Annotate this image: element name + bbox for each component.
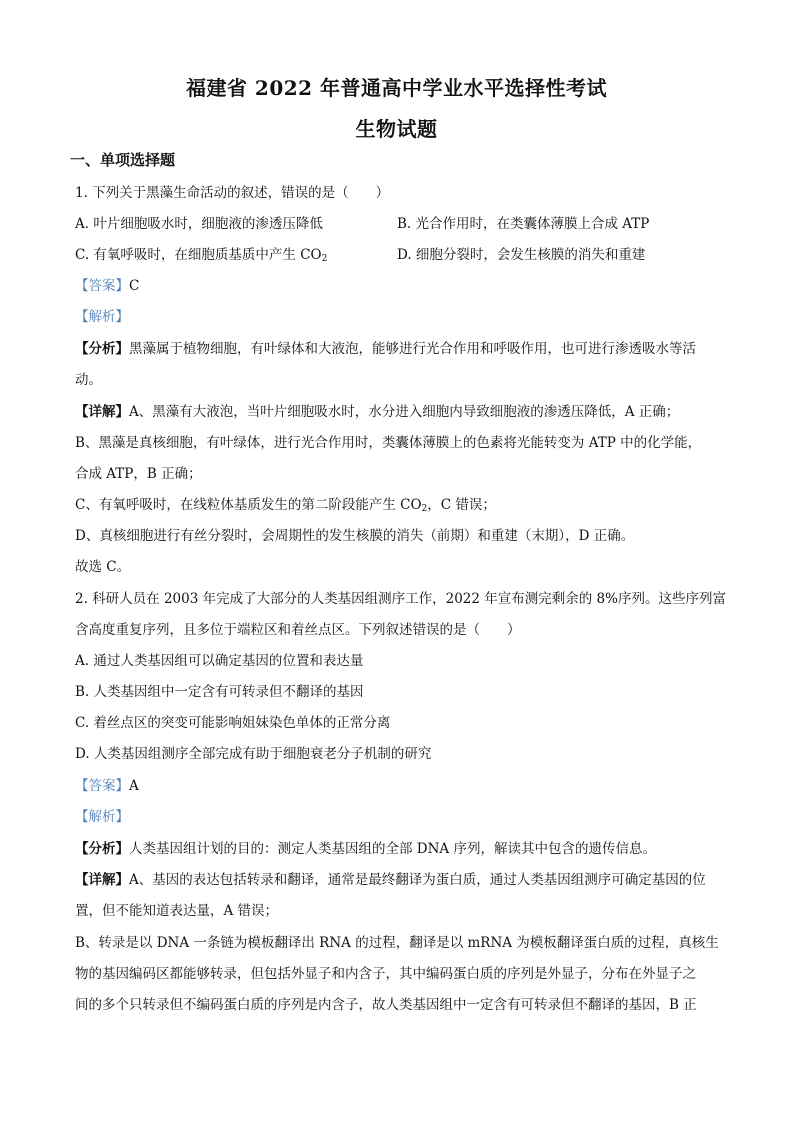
question-2-option-d: D. 人类基因组测序全部完成有助于细胞衰老分子机制的研究 (75, 746, 432, 762)
question-1-option-b: B. 光合作用时，在类囊体薄膜上合成 ATP (397, 216, 650, 232)
page-title: 福建省 2022 年普通高中学业水平选择性考试 (185, 76, 608, 100)
question-2-fenxi (75, 840, 656, 858)
question-1-stem: 1. 下列关于黑藻生命活动的叙述，错误的是（ ） (75, 185, 390, 201)
question-2-xiangjie-b-cont: 物的基因编码区都能够转录，但包括外显子和内含子，其中编码蛋白质的序列是外显子，分布在外显子之 (75, 966, 696, 982)
question-1-option-d: D. 细胞分裂时，会发生核膜的消失和重建 (397, 247, 646, 263)
question-1-fenxi-cont: 动。 (75, 372, 102, 388)
question-2-xiangjie (75, 871, 706, 889)
question-1-xiangjie-b: B、黑藻是真核细胞，有叶绿体，进行光合作用时，类囊体薄膜上的色素将光能转变为 ATP 中的化学能， (75, 435, 702, 451)
question-1-xiangjie-b-cont: 合成 ATP，B 正确； (75, 466, 202, 482)
xiangjie-c-text: C、有氧呼吸时，在线粒体基质发生的第二阶段能产生 CO (75, 497, 422, 513)
answer-label: 【答案】 (75, 278, 129, 294)
question-2-option-b: B. 人类基因组中一定含有可转录但不翻译的基因 (75, 684, 364, 700)
question-1-option-c (75, 246, 327, 264)
question-2-answer (75, 777, 139, 795)
question-2-xiangjie-a-cont: 置，但不能知道表达量，A 错误； (75, 903, 279, 919)
question-1-analysis-label: 【解析】 (75, 309, 129, 325)
page-subtitle: 生物试题 (355, 117, 438, 141)
fenxi-text: 人类基因组计划的目的：测定人类基因组的全部 DNA 序列，解读其中包含的遗传信息。 (129, 841, 656, 857)
question-1-answer (75, 277, 139, 295)
question-1-fenxi (75, 340, 696, 358)
question-2-xiangjie-b: B、转录是以 DNA 一条链为模板翻译出 RNA 的过程，翻译是以 mRNA 为模板翻译蛋白质的过程，真核生 (75, 935, 719, 951)
question-2-option-a: A. 通过人类基因组可以确定基因的位置和表达量 (75, 653, 364, 669)
answer-value: C (129, 278, 140, 294)
subscript: 2 (421, 504, 428, 514)
question-2-analysis-label: 【解析】 (75, 809, 129, 825)
fenxi-label: 【分析】 (75, 341, 129, 357)
question-1-xiangjie (75, 403, 679, 421)
question-1-xiangjie-c (75, 496, 496, 514)
answer-label: 【答案】 (75, 778, 129, 794)
answer-value: A (129, 778, 139, 794)
question-1-option-a: A. 叶片细胞吸水时，细胞液的渗透压降低 (75, 216, 323, 232)
fenxi-text: 黑藻属于植物细胞，有叶绿体和大液泡，能够进行光合作用和呼吸作用，也可进行渗透吸水等活 (129, 341, 696, 357)
xiangjie-a: A、黑藻有大液泡，当叶片细胞吸水时，水分进入细胞内导致细胞液的渗透压降低，A 正确； (129, 404, 680, 420)
section-heading: 一、单项选择题 (70, 151, 176, 169)
option-c-text: C. 有氧呼吸时，在细胞质基质中产生 CO (75, 247, 322, 263)
question-1-xiangjie-d: D、真核细胞进行有丝分裂时，会周期性的发生核膜的消失（前期）和重建（末期），D 正确。 (75, 528, 635, 544)
question-2-stem: 2. 科研人员在 2003 年完成了大部分的人类基因组测序工作，2022 年宣布测完剩余的 8%序列。这些序列富 (75, 591, 726, 607)
fenxi-label: 【分析】 (75, 841, 129, 857)
question-1-conclusion: 故选 C。 (75, 559, 131, 575)
xiangjie-label: 【详解】 (75, 404, 129, 420)
subscript: 2 (321, 254, 328, 264)
xiangjie-label: 【详解】 (75, 872, 129, 888)
xiangjie-a: A、基因的表达包括转录和翻译，通常是最终翻译为蛋白质，通过人类基因组测序可确定基因的位 (129, 872, 706, 888)
question-2-option-c: C. 着丝点区的突变可能影响姐妹染色单体的正常分离 (75, 715, 391, 731)
xiangjie-c-end: ，C 错误； (427, 497, 496, 513)
question-2-xiangjie-b-cont2: 间的多个只转录但不编码蛋白质的序列是内含子，故人类基因组中一定含有可转录但不翻译的基因，B 正 (75, 997, 697, 1013)
question-2-stem-cont: 含高度重复序列，且多位于端粒区和着丝点区。下列叙述错误的是（ ） (75, 622, 521, 638)
